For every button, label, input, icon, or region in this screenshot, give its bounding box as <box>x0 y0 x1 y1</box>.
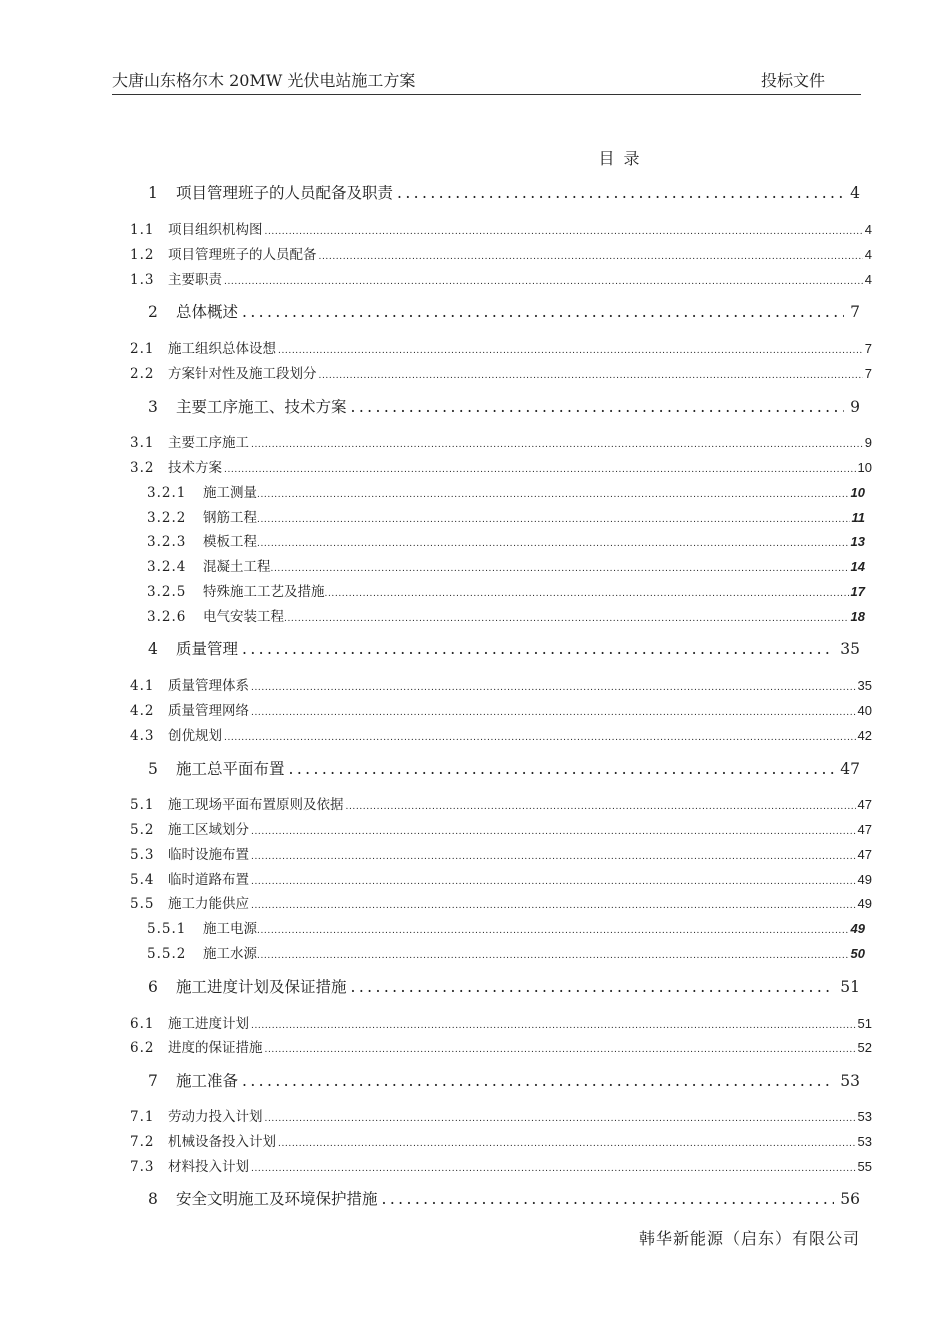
toc-entry-title: 临时道路布置 <box>168 872 249 888</box>
toc-entry-3-2-3[interactable] <box>147 530 865 550</box>
toc-entry-number: 5.2 <box>130 822 155 838</box>
toc-entry-number: 3.2.1 <box>147 485 187 501</box>
toc-entry-page: 47 <box>857 822 872 837</box>
page-header <box>112 68 861 95</box>
toc-leader-dots <box>224 277 863 287</box>
toc-entry-3-2-2[interactable] <box>147 506 865 526</box>
toc-entry-page: 9 <box>864 435 872 450</box>
toc-leader-dots <box>251 683 856 693</box>
toc-entry-page: 10 <box>850 485 865 500</box>
toc-entry-7-2[interactable] <box>130 1130 872 1150</box>
toc-entry-number: 7.3 <box>130 1159 155 1175</box>
toc-entry-title: 电气安装工程 <box>203 609 284 625</box>
toc-entry-4[interactable] <box>148 637 860 659</box>
toc-entry-title: 施工进度计划 <box>168 1016 249 1032</box>
toc-leader-dots <box>251 1021 856 1031</box>
toc-entry-6-1[interactable] <box>130 1012 872 1032</box>
toc-entry-page: 7 <box>864 341 872 356</box>
toc-entry-title: 主要工序施工 <box>168 435 249 451</box>
toc-entry-5[interactable] <box>148 757 860 779</box>
toc-entry-title: 施工组织总体设想 <box>168 341 276 357</box>
toc-entry-number: 2.1 <box>130 341 155 357</box>
toc-entry-title: 方案针对性及施工段划分 <box>168 366 317 382</box>
toc-entry-number: 6 <box>148 978 158 996</box>
toc-entry-title: 主要职责 <box>168 272 222 288</box>
toc-entry-page: 51 <box>840 978 860 996</box>
toc-entry-number: 7 <box>148 1072 158 1090</box>
toc-entry-page: 53 <box>840 1072 860 1090</box>
toc-entry-8[interactable] <box>148 1187 860 1209</box>
toc-entry-title: 钢筋工程 <box>203 510 257 526</box>
toc-entry-page: 4 <box>864 222 872 237</box>
toc-entry-number: 3.2 <box>130 460 155 476</box>
toc-entry-title: 技术方案 <box>168 460 222 476</box>
toc-entry-title: 特殊施工工艺及措施 <box>203 584 325 600</box>
toc-entry-title: 临时设施布置 <box>168 847 249 863</box>
toc-entry-number: 1 <box>148 184 158 202</box>
toc-entry-page: 53 <box>857 1109 872 1124</box>
toc-leader-dots <box>251 827 856 837</box>
toc-leader-dots <box>397 184 844 202</box>
toc-entry-title: 主要工序施工、技术方案 <box>176 398 347 416</box>
toc-entry-number: 5.3 <box>130 847 155 863</box>
document-title: 大唐山东格尔木 20MW 光伏电站施工方案 <box>112 71 416 90</box>
toc-leader-dots <box>325 589 849 599</box>
toc-entry-title: 混凝土工程 <box>203 559 271 575</box>
toc-entry-number: 4.3 <box>130 728 155 744</box>
toc-entry-page: 49 <box>857 896 872 911</box>
toc-entry-number: 4 <box>148 640 158 658</box>
toc-entry-3[interactable] <box>148 395 860 417</box>
toc-entry-number: 2 <box>148 303 158 321</box>
toc-entry-4-3[interactable] <box>130 724 872 744</box>
toc-entry-number: 6.2 <box>130 1040 155 1056</box>
toc-leader-dots <box>265 1045 856 1055</box>
toc-entry-5-4[interactable] <box>130 868 872 888</box>
toc-leader-dots <box>257 539 849 549</box>
toc-entry-page: 49 <box>857 872 872 887</box>
toc-entry-title: 质量管理体系 <box>168 678 249 694</box>
toc-leader-dots <box>271 564 849 574</box>
toc-entry-title: 劳动力投入计划 <box>168 1109 263 1125</box>
toc-entry-number: 1.2 <box>130 247 155 263</box>
toc-entry-title: 施工区域划分 <box>168 822 249 838</box>
toc-entry-number: 5 <box>148 760 158 778</box>
toc-entry-title: 质量管理 <box>176 640 239 658</box>
toc-entry-title: 创优规划 <box>168 728 222 744</box>
toc-entry-5-1[interactable] <box>130 793 872 813</box>
toc-entry-page: 17 <box>850 584 865 599</box>
toc-entry-number: 5.1 <box>130 797 155 813</box>
toc-entry-title: 施工现场平面布置原则及依据 <box>168 797 344 813</box>
toc-entry-page: 11 <box>851 510 865 525</box>
toc-entry-4-2[interactable] <box>130 699 872 719</box>
toc-entry-title: 施工水源 <box>203 946 257 962</box>
toc-entry-title: 进度的保证措施 <box>168 1040 263 1056</box>
toc-leader-dots <box>257 926 849 936</box>
toc-entry-7[interactable] <box>148 1069 860 1091</box>
toc-entry-1-1[interactable] <box>130 218 872 238</box>
toc-entry-3-1[interactable] <box>130 431 872 451</box>
toc-entry-3-2[interactable] <box>130 456 872 476</box>
toc-entry-number: 8 <box>148 1190 158 1208</box>
document-type: 投标文件 <box>760 71 825 90</box>
toc-entry-5-5-2[interactable] <box>147 942 865 962</box>
toc-entry-title: 施工力能供应 <box>168 896 249 912</box>
toc-entry-title: 施工测量 <box>203 485 257 501</box>
toc-entry-title: 质量管理网络 <box>168 703 249 719</box>
toc-entry-page: 40 <box>857 703 872 718</box>
toc-entry-page: 47 <box>840 760 860 778</box>
toc-entry-1-3[interactable] <box>130 268 872 288</box>
toc-entry-1-2[interactable] <box>130 243 872 263</box>
toc-entry-title: 施工总平面布置 <box>176 760 285 778</box>
toc-entry-page: 50 <box>850 946 865 961</box>
toc-entry-page: 52 <box>857 1040 872 1055</box>
toc-entry-page: 4 <box>864 272 872 287</box>
toc-leader-dots <box>251 708 856 718</box>
toc-heading-text: 目 录 <box>598 149 642 168</box>
company-name: 韩华新能源（启东）有限公司 <box>638 1229 860 1248</box>
toc-entry-page: 18 <box>850 609 865 624</box>
toc-entry-7-1[interactable] <box>130 1105 872 1125</box>
toc-entry-3-2-6[interactable] <box>147 605 865 625</box>
toc-entry-page: 47 <box>857 847 872 862</box>
toc-entry-page: 49 <box>850 921 865 936</box>
toc-entry-number: 1.3 <box>130 272 155 288</box>
toc-heading <box>0 146 950 169</box>
toc-entry-number: 3.1 <box>130 435 155 451</box>
toc-entry-number: 3.2.2 <box>147 510 187 526</box>
toc-entry-6-2[interactable] <box>130 1036 872 1056</box>
toc-entry-page: 42 <box>857 728 872 743</box>
toc-leader-dots <box>351 398 845 416</box>
toc-entry-1[interactable] <box>148 181 860 203</box>
toc-entry-title: 项目管理班子的人员配备 <box>168 247 317 263</box>
toc-entry-page: 35 <box>857 678 872 693</box>
toc-entry-page: 7 <box>850 303 860 321</box>
toc-entry-page: 14 <box>850 559 865 574</box>
toc-leader-dots <box>278 346 863 356</box>
toc-entry-2[interactable] <box>148 300 860 322</box>
toc-leader-dots <box>265 227 863 237</box>
toc-entry-page: 56 <box>840 1190 860 1208</box>
toc-entry-number: 4.1 <box>130 678 155 694</box>
toc-entry-title: 总体概述 <box>176 303 239 321</box>
toc-leader-dots <box>284 614 849 624</box>
toc-entry-number: 2.2 <box>130 366 155 382</box>
toc-leader-dots <box>251 901 856 911</box>
toc-entry-3-2-1[interactable] <box>147 481 865 501</box>
toc-entry-page: 4 <box>864 247 872 262</box>
toc-entry-number: 5.5.2 <box>147 946 187 962</box>
toc-entry-page: 13 <box>850 534 865 549</box>
toc-entry-title: 安全文明施工及环境保护措施 <box>176 1190 378 1208</box>
toc-entry-number: 6.1 <box>130 1016 155 1032</box>
toc-entry-2-1[interactable] <box>130 337 872 357</box>
toc-entry-title: 项目管理班子的人员配备及职责 <box>176 184 394 202</box>
toc-leader-dots <box>257 515 850 525</box>
toc-leader-dots <box>265 1114 856 1124</box>
toc-entry-page: 7 <box>864 366 872 381</box>
toc-leader-dots <box>224 465 856 475</box>
toc-entry-title: 施工准备 <box>176 1072 239 1090</box>
toc-entry-6[interactable] <box>148 975 860 997</box>
toc-entry-page: 9 <box>850 398 860 416</box>
toc-entry-page: 10 <box>857 460 872 475</box>
toc-entry-page: 51 <box>857 1016 872 1031</box>
toc-leader-dots <box>257 951 849 961</box>
toc-entry-number: 7.2 <box>130 1134 155 1150</box>
toc-entry-number: 3.2.5 <box>147 584 187 600</box>
toc-entry-number: 3 <box>148 398 158 416</box>
toc-entry-number: 5.4 <box>130 872 155 888</box>
toc-entry-number: 5.5 <box>130 896 155 912</box>
toc-entry-5-5[interactable] <box>130 892 872 912</box>
toc-leader-dots <box>242 640 834 658</box>
toc-leader-dots <box>257 490 849 500</box>
toc-entry-page: 35 <box>840 640 860 658</box>
toc-entry-3-2-4[interactable] <box>147 555 865 575</box>
toc-entry-number: 5.5.1 <box>147 921 187 937</box>
toc-entry-page: 55 <box>857 1159 872 1174</box>
toc-entry-4-1[interactable] <box>130 674 872 694</box>
toc-entry-number: 7.1 <box>130 1109 155 1125</box>
toc-entry-2-2[interactable] <box>130 362 872 382</box>
toc-entry-title: 施工电源 <box>203 921 257 937</box>
toc-leader-dots <box>289 760 835 778</box>
toc-entry-title: 施工进度计划及保证措施 <box>176 978 347 996</box>
toc-entry-5-3[interactable] <box>130 843 872 863</box>
toc-leader-dots <box>278 1139 856 1149</box>
toc-entry-number: 3.2.4 <box>147 559 187 575</box>
toc-leader-dots <box>224 733 856 743</box>
toc-leader-dots <box>251 1164 856 1174</box>
toc-entry-title: 材料投入计划 <box>168 1159 249 1175</box>
toc-entry-5-2[interactable] <box>130 818 872 838</box>
toc-entry-number: 3.2.3 <box>147 534 187 550</box>
toc-entry-title: 模板工程 <box>203 534 257 550</box>
toc-entry-number: 4.2 <box>130 703 155 719</box>
toc-leader-dots <box>319 252 863 262</box>
toc-leader-dots <box>319 371 863 381</box>
toc-leader-dots <box>242 1072 834 1090</box>
toc-entry-5-5-1[interactable] <box>147 917 865 937</box>
toc-leader-dots <box>242 303 844 321</box>
toc-entry-number: 1.1 <box>130 222 155 238</box>
toc-entry-number: 3.2.6 <box>147 609 187 625</box>
toc-leader-dots <box>351 978 835 996</box>
toc-entry-3-2-5[interactable] <box>147 580 865 600</box>
toc-entry-7-3[interactable] <box>130 1155 872 1175</box>
toc-leader-dots <box>251 877 856 887</box>
toc-leader-dots <box>346 802 856 812</box>
toc-leader-dots <box>251 440 863 450</box>
toc-entry-title: 项目组织机构图 <box>168 222 263 238</box>
toc-entry-page: 4 <box>850 184 860 202</box>
toc-entry-page: 53 <box>857 1134 872 1149</box>
toc-entry-title: 机械设备投入计划 <box>168 1134 276 1150</box>
toc-leader-dots <box>382 1190 835 1208</box>
toc-entry-page: 47 <box>857 797 872 812</box>
toc-leader-dots <box>251 852 856 862</box>
